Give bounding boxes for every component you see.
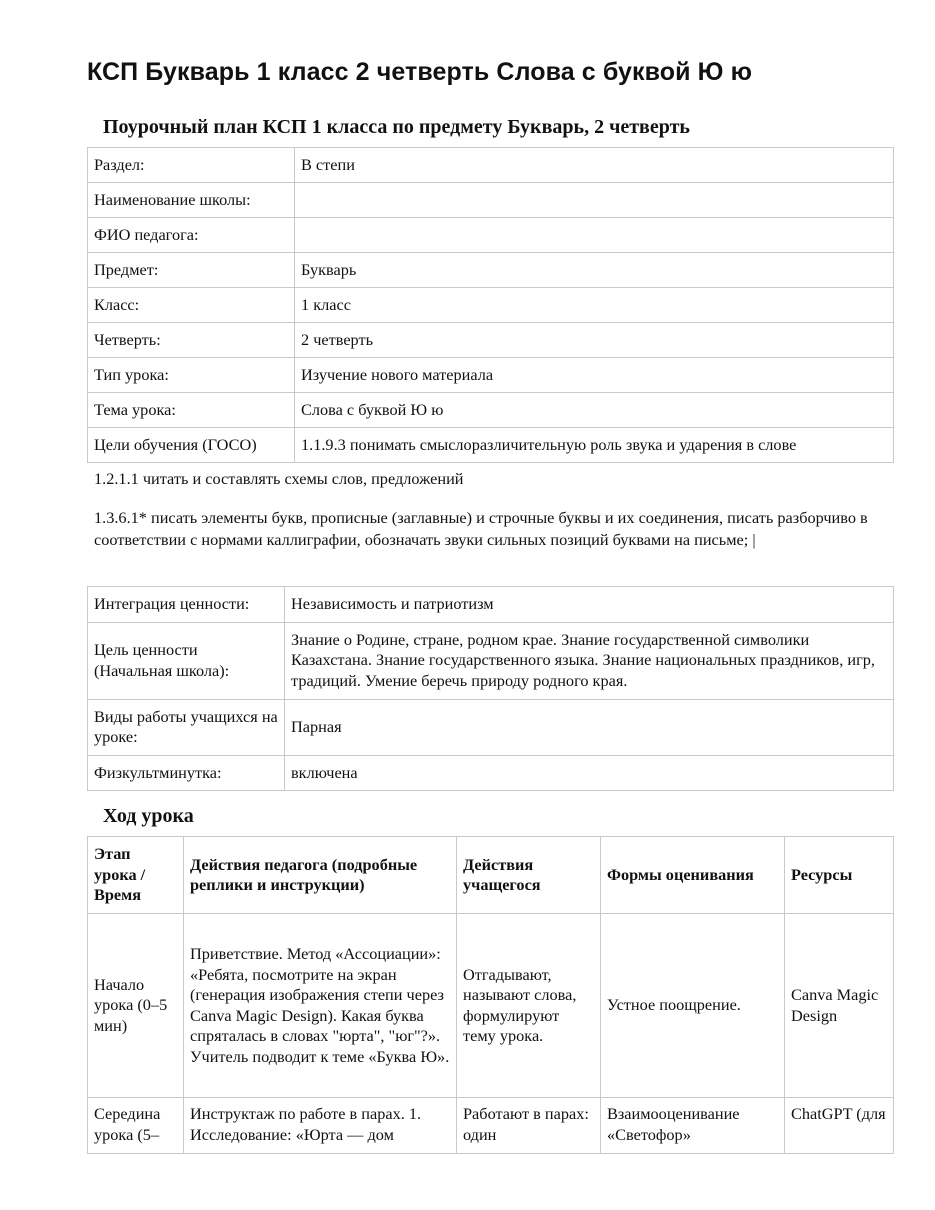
table-row <box>88 288 894 323</box>
table-cell: Взаимооценивание «Светофор» <box>601 1098 785 1154</box>
table-cell: Отгадывают, называют слова, формулируют тему урока. <box>457 914 601 1098</box>
info-value: В степи <box>295 148 894 183</box>
values-label: Интеграция ценности: <box>88 587 285 623</box>
info-value: Букварь <box>295 253 894 288</box>
info-label: ФИО педагога: <box>88 218 295 253</box>
values-table <box>87 586 894 791</box>
table-cell: Работают в парах: один <box>457 1098 601 1154</box>
plan-heading: Поурочный план КСП 1 класса по предмету Букварь, 2 четверть <box>103 116 690 138</box>
values-value: включена <box>285 755 894 791</box>
info-value: 1.1.9.3 понимать смыслоразличительную роль звука и ударения в слове <box>295 428 894 463</box>
table-row <box>88 587 894 623</box>
info-value: Изучение нового материала <box>295 358 894 393</box>
goal-paragraph: 1.3.6.1* писать элементы букв, прописные (заглавные) и строчные буквы и их соединения, писать разборчиво в соответствии с нормами каллиграфии, обозначать звуки сильных позиций буквами на письме; | <box>94 508 868 549</box>
column-header: Действия учащегося <box>457 837 601 914</box>
table-cell: Устное поощрение. <box>601 914 785 1098</box>
info-value: Слова с буквой Ю ю <box>295 393 894 428</box>
info-value <box>295 183 894 218</box>
table-cell: ChatGPT (для <box>785 1098 894 1154</box>
table-row <box>88 148 894 183</box>
values-value: Парная <box>285 699 894 755</box>
table-row <box>88 183 894 218</box>
info-label: Тип урока: <box>88 358 295 393</box>
values-label: Цель ценности (Начальная школа): <box>88 622 285 699</box>
info-value: 1 класс <box>295 288 894 323</box>
table-row <box>88 358 894 393</box>
values-label: Виды работы учащихся на уроке: <box>88 699 285 755</box>
lesson-heading: Ход урока <box>103 805 194 827</box>
table-row <box>88 428 894 463</box>
lesson-flow-table <box>87 836 894 1154</box>
table-row <box>88 218 894 253</box>
lesson-info-table <box>87 147 894 463</box>
table-row <box>88 622 894 699</box>
values-value: Знание о Родине, стране, родном крае. Знание государственной символики Казахстана. Знание государственного языка. Знание национальных праздников, игр, традиций. Умение беречь природу родного края. <box>285 622 894 699</box>
column-header: Этап урока / Время <box>88 837 184 914</box>
document-title: КСП Букварь 1 класс 2 четверть Слова с буквой Ю ю <box>87 58 753 86</box>
info-label: Класс: <box>88 288 295 323</box>
values-label: Физкультминутка: <box>88 755 285 791</box>
info-label: Раздел: <box>88 148 295 183</box>
info-label: Наименование школы: <box>88 183 295 218</box>
table-cell: Canva Magic Design <box>785 914 894 1098</box>
info-label: Четверть: <box>88 323 295 358</box>
table-row <box>88 699 894 755</box>
column-header: Действия педагога (подробные реплики и инструкции) <box>184 837 457 914</box>
table-row <box>88 914 894 1098</box>
table-row <box>88 323 894 358</box>
info-label: Цели обучения (ГОСО) <box>88 428 295 463</box>
column-header: Формы оценивания <box>601 837 785 914</box>
table-cell: Середина урока (5– <box>88 1098 184 1154</box>
table-cell: Приветствие. Метод «Ассоциации»: «Ребята, посмотрите на экран (генерация изображения степи через Canva Magic Design). Какая буква спряталась в словах "юрта", "юг"?». Учитель подводит к теме «Буква Ю». <box>184 914 457 1098</box>
table-row <box>88 253 894 288</box>
table-row <box>88 393 894 428</box>
table-row <box>88 755 894 791</box>
table-row <box>88 1098 894 1154</box>
table-cell: Инструктаж по работе в парах. 1. Исследование: «Юрта — дом <box>184 1098 457 1154</box>
column-header: Ресурсы <box>785 837 894 914</box>
values-value: Независимость и патриотизм <box>285 587 894 623</box>
info-label: Предмет: <box>88 253 295 288</box>
goal-paragraph: 1.2.1.1 читать и составлять схемы слов, предложений <box>94 469 464 488</box>
table-cell: Начало урока (0–5 мин) <box>88 914 184 1098</box>
info-value <box>295 218 894 253</box>
info-label: Тема урока: <box>88 393 295 428</box>
info-value: 2 четверть <box>295 323 894 358</box>
table-header-row <box>88 837 894 914</box>
